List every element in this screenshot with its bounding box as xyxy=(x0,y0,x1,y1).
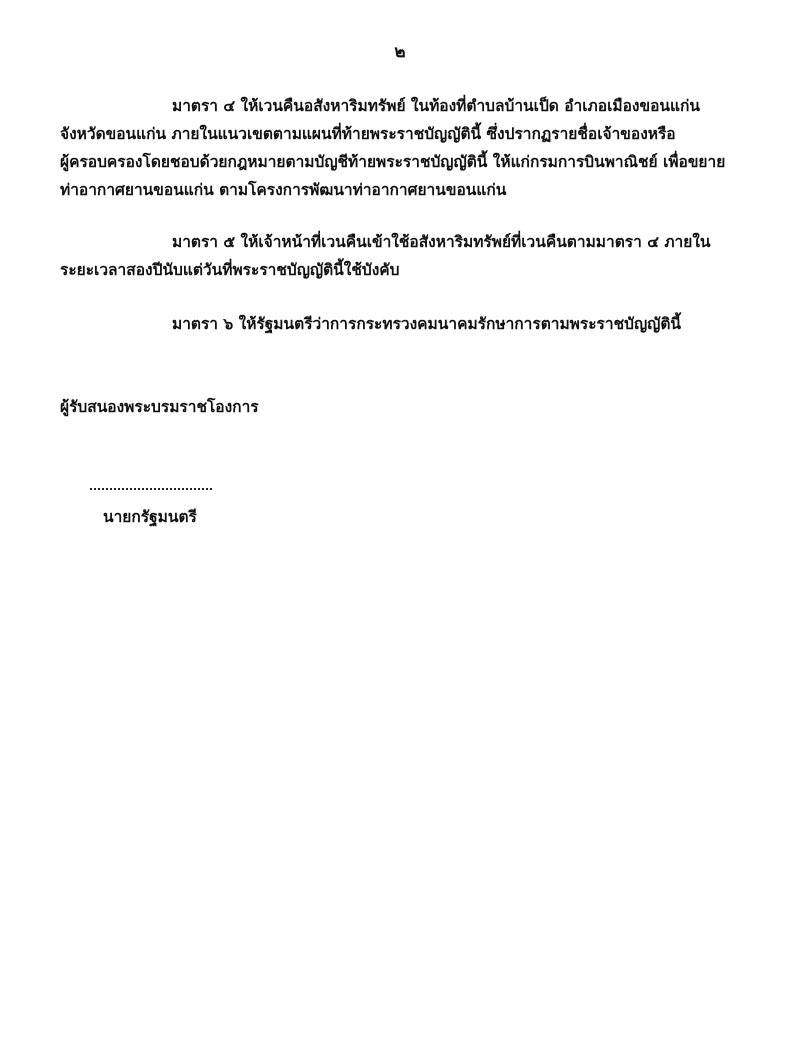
section-6-line-1: มาตรา ๖ ให้รัฐมนตรีว่าการกระทรวงคมนาคมรักษาการตามพระราชบัญญัตินี้ xyxy=(172,315,682,333)
countersignature-label: ผู้รับสนองพระบรมราชโองการ xyxy=(60,398,259,416)
section-5-line-2: ระยะเวลาสองปีนับแต่วันที่พระราชบัญญัตินี้ใช้บังคับ xyxy=(60,261,400,279)
signer-title: นายกรัฐมนตรี xyxy=(103,508,197,526)
section-5-paragraph xyxy=(0,228,800,284)
page-number: ๒ xyxy=(394,42,406,62)
section-5-line-1: มาตรา ๕ ให้เจ้าหน้าที่เวนคืนเข้าใช้อสังหาริมทรัพย์ที่เวนคืนตามมาตรา ๔ ภายใน xyxy=(172,233,711,251)
signature-line xyxy=(90,488,212,490)
section-4-paragraph xyxy=(0,92,800,204)
section-4-line-4: ท่าอากาศยานขอนแก่น ตามโครงการพัฒนาท่าอากาศยานขอนแก่น xyxy=(60,181,507,199)
section-6-paragraph xyxy=(0,310,800,338)
section-4-line-1: มาตรา ๔ ให้เวนคืนอสังหาริมทรัพย์ ในท้องที่ตำบลบ้านเป็ด อำเภอเมืองขอนแก่น xyxy=(172,97,700,115)
section-4-line-3: ผู้ครอบครองโดยชอบด้วยกฎหมายตามบัญชีท้ายพระราชบัญญัตินี้ ให้แก่กรมการบินพาณิชย์ เพื่อขยาย xyxy=(60,153,726,171)
section-4-line-2: จังหวัดขอนแก่น ภายในแนวเขตตามแผนที่ท้ายพระราชบัญญัตินี้ ซึ่งปรากฏรายชื่อเจ้าของหรือ xyxy=(60,125,676,143)
